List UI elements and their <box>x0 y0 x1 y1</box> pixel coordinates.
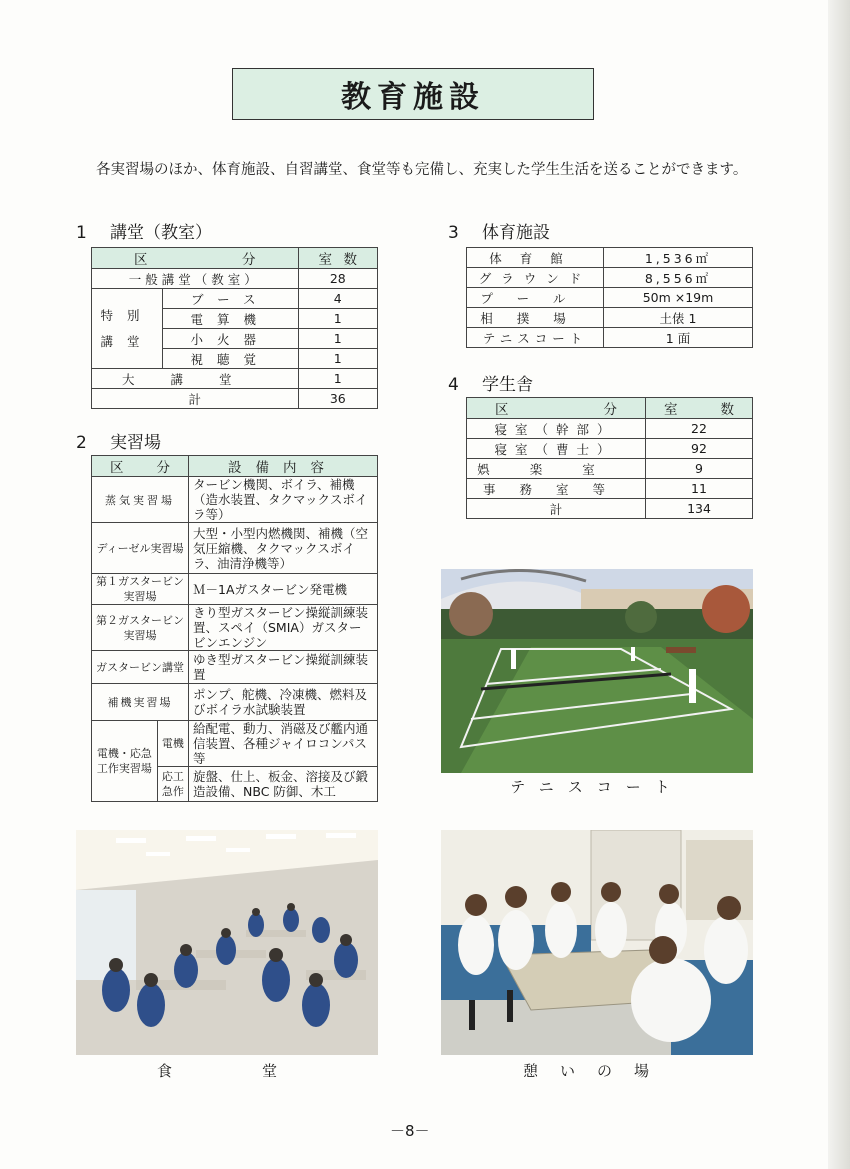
section-2-title: 2 実習場 <box>76 433 161 453</box>
tennis-court-caption: テニスコート <box>510 778 684 796</box>
page-title: 教育施設 <box>232 68 594 120</box>
table-row: 大講堂 1 <box>92 369 378 389</box>
table-row: 寝室（幹部） 22 <box>467 419 753 439</box>
section-1-title: 1 講堂（教室） <box>76 223 212 243</box>
table-row: プール 50m ×19m <box>467 288 753 308</box>
cafeteria-image <box>76 830 378 1055</box>
tennis-court-image <box>441 569 753 773</box>
table-header: 設備内容 <box>189 456 378 477</box>
table-header: 区 分 <box>92 456 189 477</box>
lounge-caption: 憩いの場 <box>522 1062 671 1080</box>
table-row: 事務室等 11 <box>467 479 753 499</box>
table-row: 相撲場 土俵 1 <box>467 308 753 328</box>
lecture-room-table <box>91 247 378 409</box>
dormitory-table <box>466 397 753 519</box>
table-row: 電機・応急工作実習場 電機 給配電、動力、消磁及び艦内通信装置、各種ジャイロコンパス等 <box>92 721 378 767</box>
table-total-row: 計 134 <box>467 499 753 519</box>
table-total-row: 計 36 <box>92 389 378 409</box>
table-row: 小火器 1 <box>92 329 378 349</box>
table-row: 応工急作 旋盤、仕上、板金、溶接及び鍛造設備、NBC 防御、木工 <box>92 767 378 802</box>
practice-facility-table <box>91 455 378 802</box>
group-cell: 特別講堂 <box>92 289 163 369</box>
page-number: －8－ <box>390 1122 430 1140</box>
table-row: 第２ガスタービン実習場 きり型ガスタービン操縦訓練装置、スペイ（SMIA）ガスタービンエンジン <box>92 605 378 651</box>
table-row: 一般講堂（教室） 28 <box>92 269 378 289</box>
table-row: 特別講堂 ブース 4 <box>92 289 378 309</box>
intro-paragraph: 各実習場のほか、体育施設、自習講堂、食堂等も完備し、充実した学生生活を送ることができます。 <box>96 162 748 178</box>
table-header: 室 数 <box>646 398 753 419</box>
table-row: 補機実習場 ポンプ、舵機、冷凍機、燃料及びボイラ水試験装置 <box>92 684 378 721</box>
table-row: ガスタービン講堂 ゆき型ガスタービン操縦訓練装置 <box>92 651 378 684</box>
group-cell: 電機・応急工作実習場 <box>92 721 158 802</box>
sports-facility-table <box>466 247 753 348</box>
cafeteria-photo <box>76 830 378 1055</box>
table-row: 蒸気実習場 タービン機関、ボイラ、補機（造水装置、タクマックスボイラ等） <box>92 477 378 523</box>
tennis-court-photo <box>441 569 753 773</box>
section-3-title: 3 体育施設 <box>448 223 550 243</box>
table-row: 娯楽室 9 <box>467 459 753 479</box>
lounge-photo <box>441 830 753 1055</box>
table-row: グラウンド 8,556㎡ <box>467 268 753 288</box>
table-row: 電算機 1 <box>92 309 378 329</box>
page-binding-edge <box>828 0 850 1169</box>
table-header: 区 分 <box>92 248 299 269</box>
table-header: 区 分 <box>467 398 646 419</box>
table-row: テニスコート 1 面 <box>467 328 753 348</box>
table-row: 第１ガスタービン実習場 Ｍ－1Aガスタービン発電機 <box>92 574 378 605</box>
table-row: 寝室（曹士） 92 <box>467 439 753 459</box>
section-4-title: 4 学生舎 <box>448 375 533 395</box>
table-row: ディーゼル実習場 大型・小型内燃機関、補機（空気圧縮機、タクマックスボイラ、油清浄機等） <box>92 523 378 574</box>
table-row: 体育館 1,536㎡ <box>467 248 753 268</box>
table-row: 視聴覚 1 <box>92 349 378 369</box>
cafeteria-caption: 食 堂 <box>156 1062 297 1080</box>
lounge-image <box>441 830 753 1055</box>
table-header: 室 数 <box>298 248 377 269</box>
